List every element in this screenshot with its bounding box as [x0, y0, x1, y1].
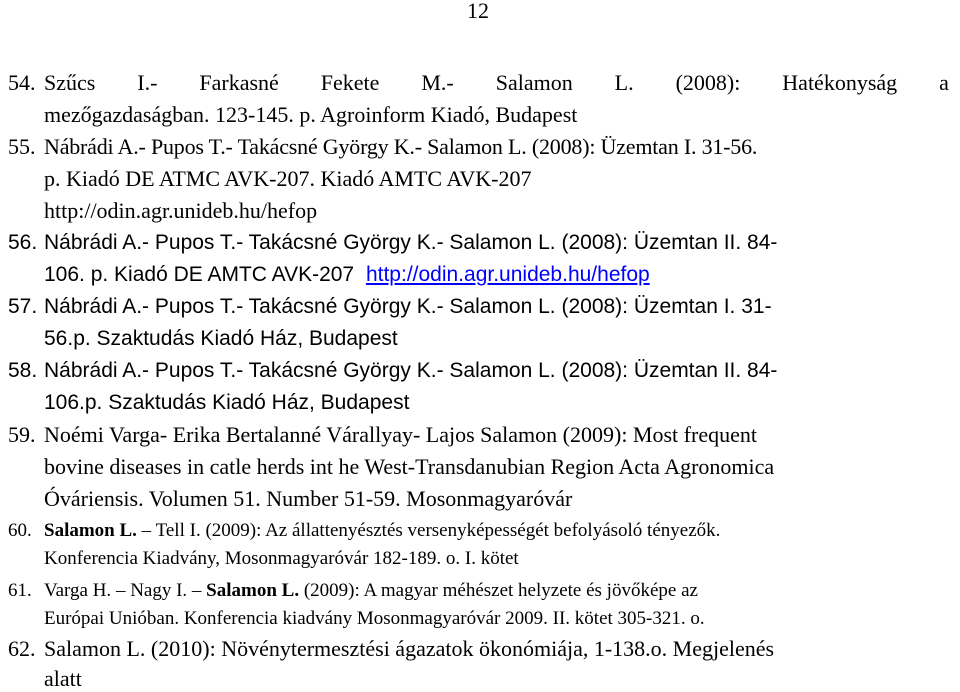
- ref-54-word: L.: [614, 70, 634, 95]
- ref-61-author1: Varga H.: [44, 580, 112, 601]
- page-number: 12: [467, 0, 489, 23]
- ref-56-number: 56.: [8, 231, 38, 254]
- ref-57-line2: 56.p. Szaktudás Kiadó Ház, Budapest: [44, 327, 398, 350]
- ref-60-author2: Tell I.: [155, 520, 201, 541]
- ref-61-author3: Salamon L.: [206, 580, 300, 601]
- ref-61-rest: (2009): A magyar méhészet helyzete és jövőképe az: [303, 580, 698, 601]
- ref-56-line2: [44, 262, 650, 288]
- ref-54-word: Salamon: [495, 70, 573, 95]
- ref-59-number: 59.: [8, 422, 36, 447]
- ref-56-line2-text: 106. p. Kiadó DE AMTC AVK-207: [44, 263, 355, 286]
- ref-59-line2: bovine diseases in catle herds int he West-Transdanubian Region Acta Agronomica: [44, 454, 775, 479]
- ref-54-word: (2008):: [675, 70, 741, 95]
- ref-58-number: 58.: [8, 359, 38, 382]
- ref-61-author2: Nagy I.: [130, 580, 188, 601]
- ref-62-line2: alatt: [44, 666, 82, 691]
- ref-54-word: a: [939, 70, 949, 95]
- ref-58-line2: 106.p. Szaktudás Kiadó Ház, Budapest: [44, 391, 410, 414]
- ref-62-number: 62.: [8, 636, 36, 661]
- ref-55-line3: http://odin.agr.unideb.hu/hefop: [44, 198, 318, 223]
- ref-60-line2: Konferencia Kiadvány, Mosonmagyaróvár 182-189. o. I. kötet: [44, 548, 519, 569]
- ref-54-number: 54.: [8, 70, 36, 95]
- ref-60-rest: (2009): Az állattenyésztés versenyképességét befolyásoló tényezők.: [205, 520, 721, 541]
- ref-59-line3: Óváriensis. Volumen 51. Number 51-59. Mosonmagyaróvár: [44, 486, 573, 511]
- ref-59-line1: Noémi Varga- Erika Bertalanné Várallyay- Lajos Salamon (2009): Most frequent: [44, 422, 757, 447]
- ref-54-word: Hatékonyság: [782, 70, 898, 95]
- ref-62-line1: Salamon L. (2010): Növénytermesztési ágazatok ökonómiája, 1-138.o. Megjelenés: [44, 636, 775, 661]
- ref-54-line2: mezőgazdaságban. 123-145. p. Agroinform Kiadó, Budapest: [44, 102, 578, 127]
- ref-57-number: 57.: [8, 295, 38, 318]
- ref-56-link[interactable]: http://odin.agr.unideb.hu/hefop: [365, 263, 650, 286]
- ref-54-word: Fekete: [320, 70, 380, 95]
- ref-54-word: Farkasné: [199, 70, 279, 95]
- ref-54-word: Szűcs: [44, 70, 96, 95]
- ref-61-line2: Európai Unióban. Konferencia kiadvány Mosonmagyaróvár 2009. II. kötet 305-321. o.: [44, 608, 705, 629]
- ref-54-line1: [44, 70, 949, 96]
- ref-55-line1: Nábrádi A.- Pupos T.- Takácsné György K.- Salamon L. (2008): Üzemtan I. 31-56.: [44, 134, 758, 159]
- ref-54-word: M.-: [421, 70, 454, 95]
- ref-60-line1: [44, 518, 720, 544]
- ref-56-line1: Nábrádi A.- Pupos T.- Takácsné György K.- Salamon L. (2008): Üzemtan II. 84-: [44, 231, 778, 254]
- ref-57-line1: Nábrádi A.- Pupos T.- Takácsné György K.- Salamon L. (2008): Üzemtan I. 31-: [44, 295, 772, 318]
- ref-58-line1: Nábrádi A.- Pupos T.- Takácsné György K.- Salamon L. (2008): Üzemtan II. 84-: [44, 359, 778, 382]
- ref-61-number: 61.: [8, 580, 32, 601]
- ref-55-line2: p. Kiadó DE ATMC AVK-207. Kiadó AMTC AVK-207: [44, 166, 532, 191]
- ref-60-sep1: –: [141, 520, 152, 541]
- ref-61-sep2: –: [191, 580, 202, 601]
- ref-55-number: 55.: [8, 134, 36, 159]
- ref-61-line1: [44, 578, 698, 604]
- ref-61-sep1: –: [115, 580, 126, 601]
- ref-60-author1: Salamon L.: [44, 520, 137, 541]
- ref-60-number: 60.: [8, 520, 32, 541]
- ref-54-word: I.-: [137, 70, 158, 95]
